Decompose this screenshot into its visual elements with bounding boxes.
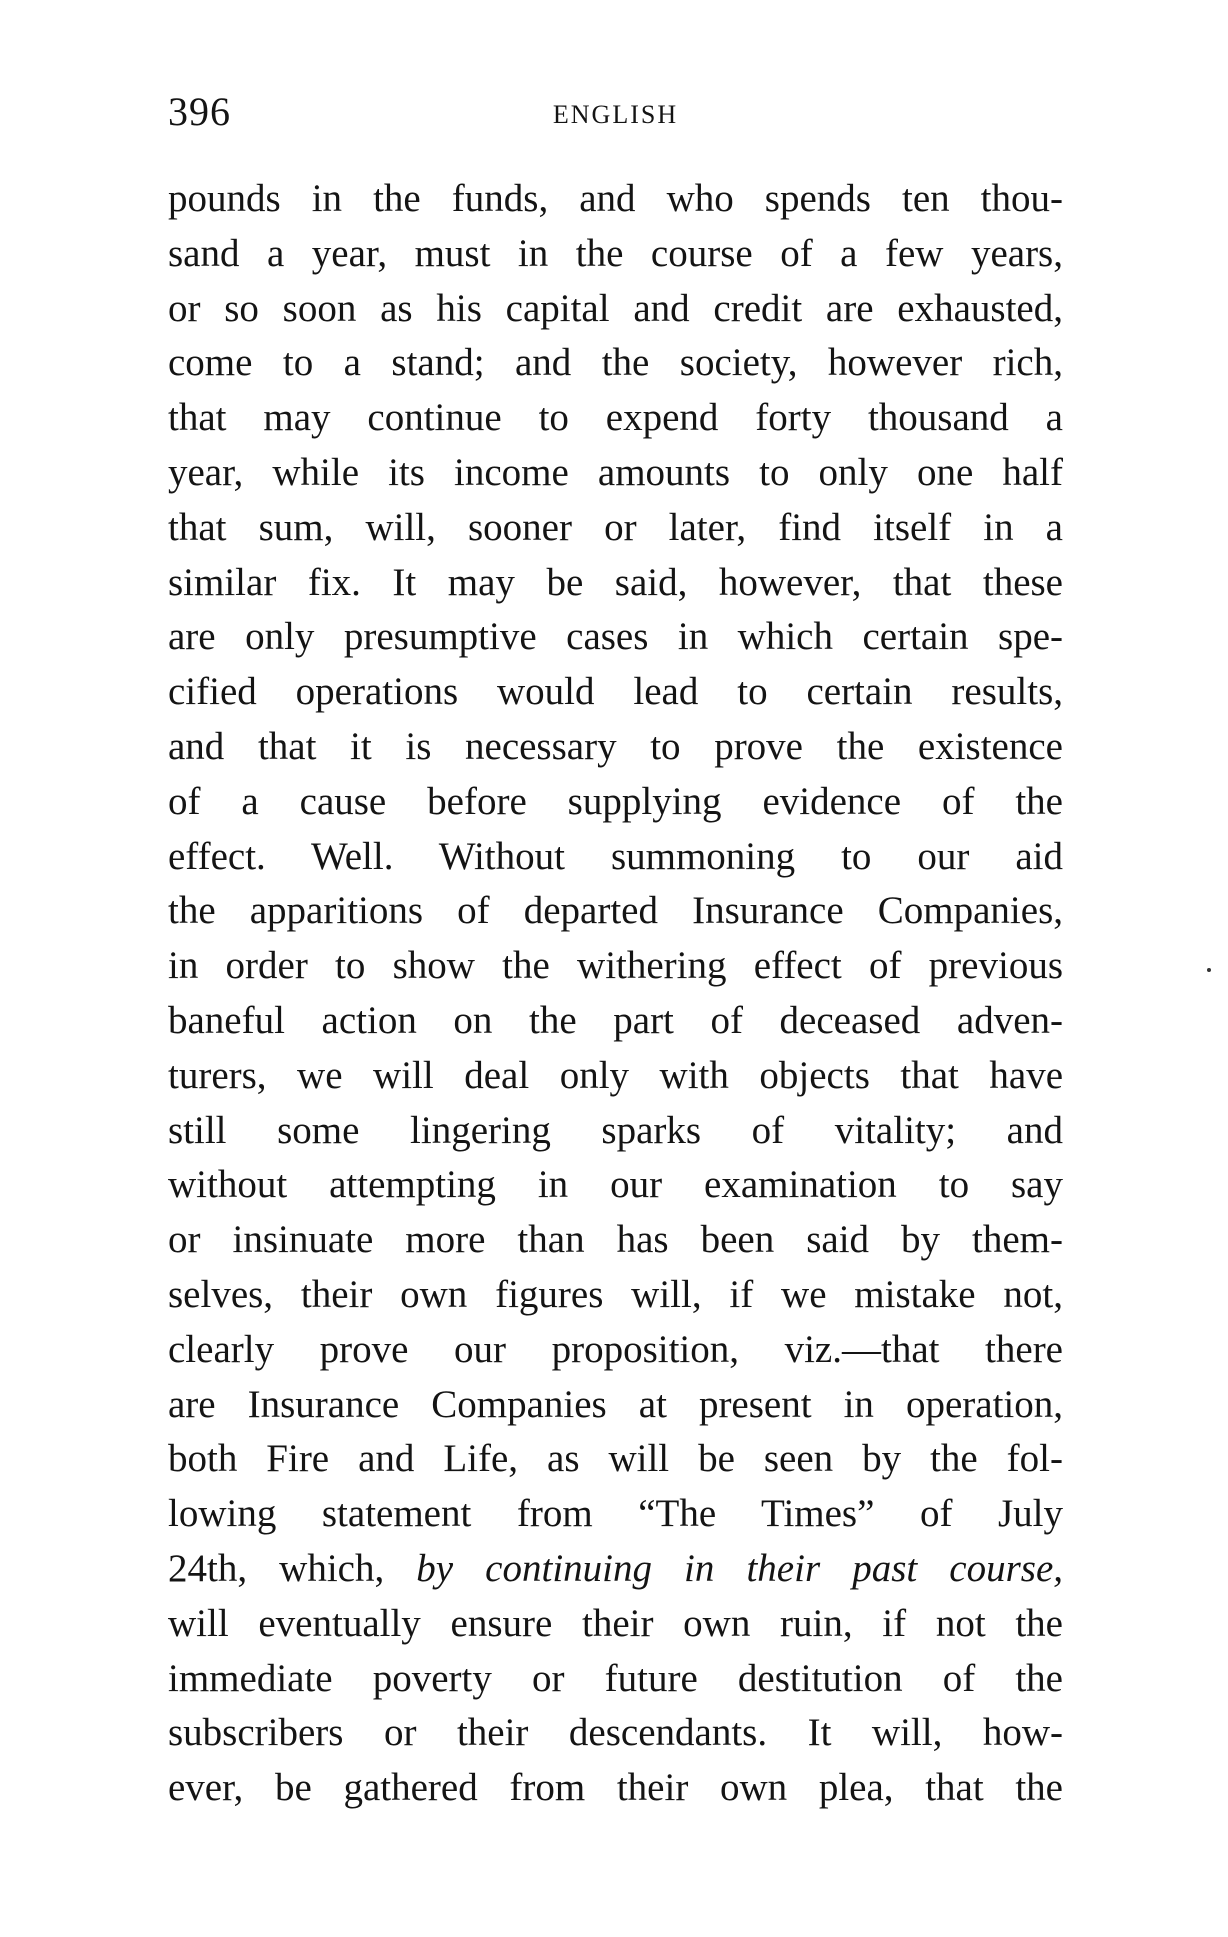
text-line-with-italic [168, 1542, 1063, 1597]
text-line: or insinuate more than has been said by them- [168, 1218, 1063, 1262]
text-line: selves, their own figures will, if we mistake not, [168, 1272, 1063, 1316]
text-line: that may continue to expend forty thousand a [168, 396, 1063, 440]
text-line: subscribers or their descendants. It will, how- [168, 1711, 1063, 1755]
body-text [168, 172, 1063, 1816]
text-line: cified operations would lead to certain results, [168, 670, 1063, 714]
page-number: 396 [168, 89, 231, 134]
text-line: of a cause before supplying evidence of the [168, 779, 1063, 823]
text-line: effect. Well. Without summoning to our aid [168, 834, 1063, 878]
text-line: turers, we will deal only with objects that have [168, 1053, 1063, 1097]
text-line: still some lingering sparks of vitality; and [168, 1108, 1063, 1152]
text-line: are Insurance Companies at present in operation, [168, 1382, 1063, 1426]
running-head [168, 88, 1063, 148]
text-line: or so soon as his capital and credit are exhausted, [168, 286, 1063, 330]
text-line: ever, be gathered from their own plea, that the [168, 1766, 1063, 1810]
text-line: will eventually ensure their own ruin, if not the [168, 1601, 1063, 1645]
text-line: the apparitions of departed Insurance Companies, [168, 889, 1063, 933]
text-line: and that it is necessary to prove the existence [168, 724, 1063, 768]
text-line: sand a year, must in the course of a few years, [168, 231, 1063, 275]
running-title: ENGLISH [552, 100, 679, 129]
text-line: both Fire and Life, as will be seen by the fol- [168, 1437, 1063, 1481]
text-line: come to a stand; and the society, however rich, [168, 341, 1063, 385]
italic-phrase: by continuing in their past course, [416, 1546, 1063, 1590]
text-line: lowing statement from “The Times” of July [168, 1492, 1063, 1536]
text-line: that sum, will, sooner or later, find itself in a [168, 505, 1063, 549]
text-line: in order to show the withering effect of previous [168, 944, 1063, 988]
text-line: pounds in the funds, and who spends ten thou- [168, 177, 1063, 220]
text-line: similar fix. It may be said, however, that these [168, 560, 1063, 604]
text-line: without attempting in our examination to say [168, 1163, 1063, 1207]
text-line: baneful action on the part of deceased adven- [168, 998, 1063, 1042]
print-speck [1207, 968, 1211, 972]
text-line: are only presumptive cases in which certain spe- [168, 615, 1063, 659]
text-line: year, while its income amounts to only one half [168, 450, 1063, 494]
text-line: clearly prove our proposition, viz.—that there [168, 1327, 1063, 1371]
text-segment: 24th, which, [168, 1546, 385, 1590]
text-line: immediate poverty or future destitution of the [168, 1656, 1063, 1700]
